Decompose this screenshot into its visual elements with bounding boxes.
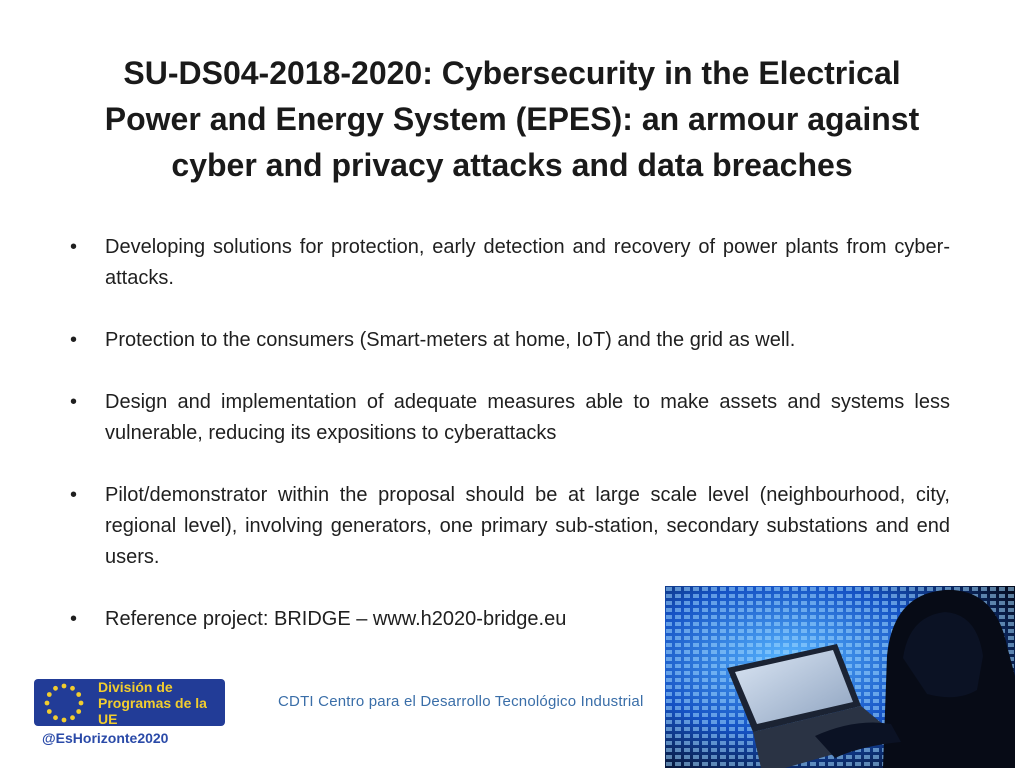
bullet-text: Reference project: BRIDGE – www.h2020-bridge.eu — [105, 608, 567, 630]
eu-programs-badge — [34, 679, 225, 726]
bullet-item — [68, 480, 950, 573]
cdti-logo-text: CDTI Centro para el Desarrollo Tecnológico Industrial — [278, 693, 644, 710]
bullet-marker: • — [70, 391, 78, 413]
bullet-text: Design and implementation of adequate measures able to make assets and systems less vulnerable, reducing its expositions to cyberattacks — [105, 391, 950, 444]
hacker-laptop-photo — [665, 586, 1015, 768]
bullet-item — [68, 232, 950, 294]
eu-stars-icon — [42, 681, 86, 725]
bullet-text: Developing solutions for protection, early detection and recovery of power plants from cyber-attacks. — [105, 236, 950, 289]
bullet-item — [68, 325, 950, 356]
bullet-text: Protection to the consumers (Smart-meters at home, IoT) and the grid as well. — [105, 329, 796, 351]
bullet-item — [68, 387, 950, 449]
bullet-marker: • — [70, 608, 78, 630]
title-line: cyber and privacy attacks and data breaches — [171, 147, 853, 183]
bullet-marker: • — [70, 236, 78, 258]
eu-badge-text: División de Programas de la UE — [98, 678, 207, 727]
bullet-marker: • — [70, 484, 78, 506]
twitter-handle: @EsHorizonte2020 — [42, 730, 169, 746]
title-line: SU-DS04-2018-2020: Cybersecurity in the Electrical — [123, 55, 901, 91]
bullet-marker: • — [70, 329, 78, 351]
bullet-text: Pilot/demonstrator within the proposal should be at large scale level (neighbourhood, city, regional level), involving generators, one primary sub-station, secondary substations and end users. — [105, 484, 950, 568]
title-line: Power and Energy System (EPES): an armour against — [104, 101, 920, 137]
slide-title — [60, 50, 964, 188]
